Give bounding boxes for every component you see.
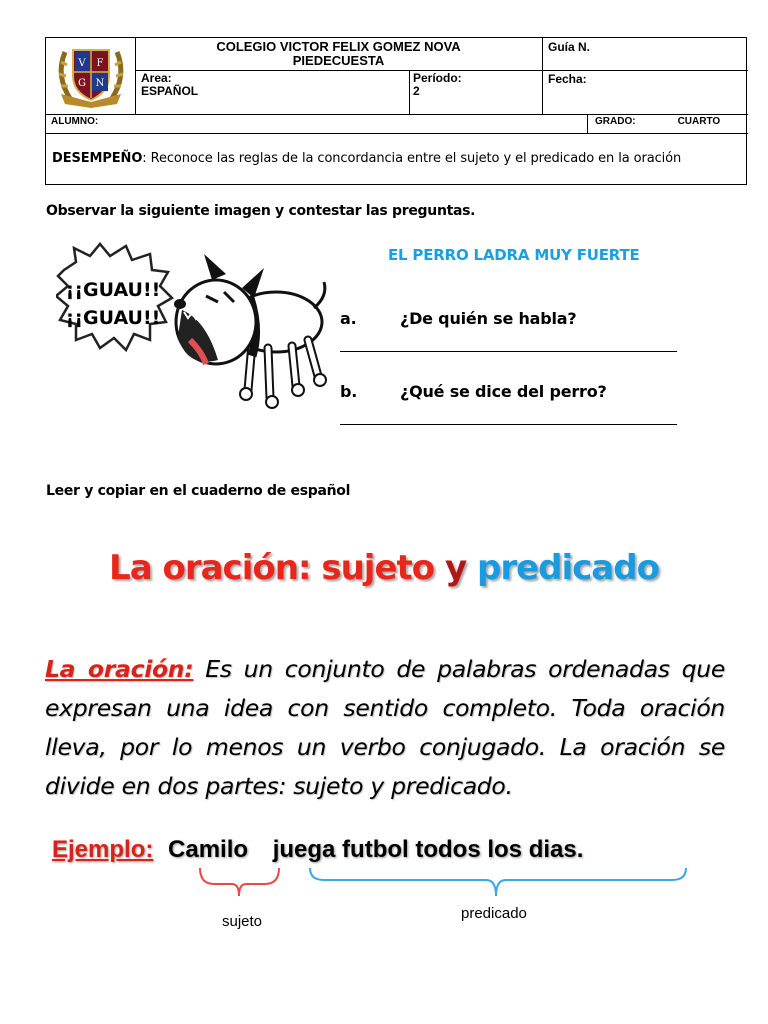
barking-dog-illustration bbox=[56, 240, 332, 425]
predicate-brace bbox=[310, 868, 686, 896]
area-value: ESPAÑOL bbox=[141, 84, 199, 98]
area-field bbox=[135, 70, 409, 114]
definition-paragraph bbox=[45, 650, 725, 806]
activity-instruction: Observar la siguiente imagen y contestar las preguntas. bbox=[46, 203, 476, 219]
periodo-value: 2 bbox=[413, 84, 420, 98]
question-b bbox=[340, 382, 607, 401]
question-a-label: a. bbox=[340, 309, 357, 328]
question-b-text: ¿Qué se dice del perro? bbox=[400, 382, 607, 401]
periodo-field bbox=[409, 70, 542, 114]
guia-label: Guía N. bbox=[548, 40, 591, 54]
question-a-text: ¿De quién se habla? bbox=[400, 309, 577, 328]
definition-term: La oración: bbox=[45, 655, 194, 683]
alumno-field bbox=[46, 114, 587, 133]
bark-text-1: ¡¡GUAU!! bbox=[65, 279, 161, 301]
desempeno-field bbox=[46, 133, 748, 186]
school-name-line1: COLEGIO VICTOR FELIX GOMEZ NOVA bbox=[216, 39, 461, 54]
logo-letter-v: V bbox=[77, 58, 86, 69]
question-b-label: b. bbox=[340, 382, 358, 401]
answer-line-a[interactable] bbox=[340, 351, 677, 352]
example-label: Ejemplo: bbox=[52, 836, 154, 863]
area-label: Area: bbox=[141, 71, 172, 85]
subject-brace bbox=[200, 868, 279, 896]
fecha-field bbox=[542, 70, 748, 114]
bark-text-2: ¡¡GUAU!! bbox=[65, 307, 161, 329]
header-table bbox=[45, 37, 747, 185]
lesson-title-part3: predicado bbox=[477, 548, 659, 588]
fecha-label: Fecha: bbox=[548, 72, 587, 86]
guia-field bbox=[542, 38, 748, 70]
logo-letter-g: G bbox=[77, 78, 86, 89]
school-name-line2: PIEDECUESTA bbox=[292, 53, 385, 68]
logo-letter-f: F bbox=[96, 58, 103, 69]
subject-caption: sujeto bbox=[222, 913, 263, 930]
school-logo bbox=[46, 38, 135, 114]
lesson-instruction: Leer y copiar en el cuaderno de español bbox=[46, 483, 351, 499]
desempeno-label: DESEMPEÑO bbox=[52, 151, 143, 166]
logo-letter-n: N bbox=[95, 78, 104, 89]
grado-label: GRADO: bbox=[595, 116, 636, 127]
school-name bbox=[135, 38, 542, 70]
example-predicate: juega futbol todos los dias. bbox=[272, 836, 584, 863]
predicate-caption: predicado bbox=[461, 905, 527, 922]
lesson-title-part2: y bbox=[444, 548, 467, 588]
periodo-label: Período: bbox=[413, 71, 462, 85]
lesson-title bbox=[0, 548, 768, 588]
grado-field bbox=[587, 114, 748, 133]
answer-line-b[interactable] bbox=[340, 424, 677, 425]
example-subject: Camilo bbox=[168, 836, 249, 863]
alumno-label: ALUMNO: bbox=[51, 116, 99, 127]
example-sentence: EL PERRO LADRA MUY FUERTE bbox=[388, 246, 640, 264]
example-line bbox=[52, 836, 583, 864]
question-a bbox=[340, 309, 576, 328]
desempeno-text: : Reconoce las reglas de la concordancia entre el sujeto y el predicado en la oración bbox=[142, 151, 682, 166]
lesson-title-part1: La oración: sujeto bbox=[109, 548, 435, 588]
definition-text: Es un conjunto de palabras ordenadas que expresan una idea con sentido completo. Toda oración lleva, por lo menos un verbo conjugado. La oración se divide en dos partes: sujeto y predicado. bbox=[45, 655, 725, 800]
grado-value: CUARTO bbox=[677, 116, 721, 127]
